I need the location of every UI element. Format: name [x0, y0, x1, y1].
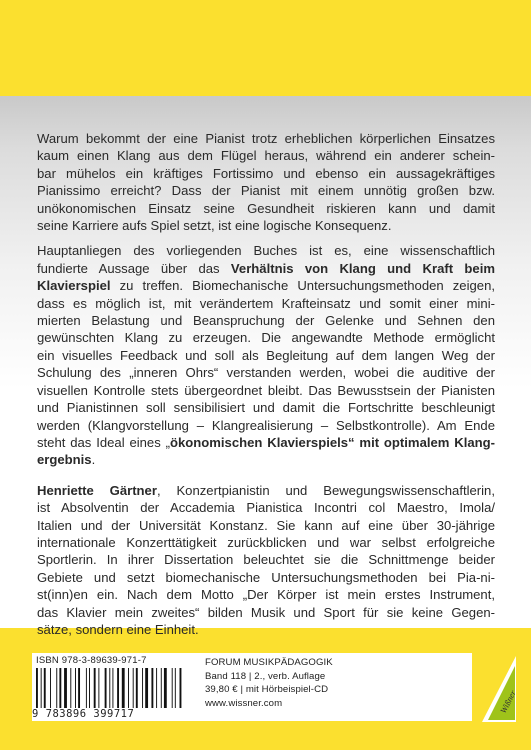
- barcode-bar: [50, 668, 51, 708]
- barcode-bar: [94, 668, 96, 708]
- barcode-bar: [156, 668, 157, 708]
- text-span: zu treffen. Biomechanische Untersuchungsmethoden zeigen,: [110, 278, 495, 294]
- barcode-bar: [70, 668, 71, 708]
- text-line: sätze, sondern eine Einheit.: [37, 621, 199, 637]
- imprint-box: [32, 653, 472, 721]
- bold-phrase: Verhältnis von Klang und Kraft beim: [230, 260, 495, 276]
- bold-phrase: ökonomischen Klavierspiels“ mit optimalem Klang-: [169, 434, 495, 450]
- barcode-bar: [86, 668, 87, 708]
- text-span: fundierte Aussage über das: [37, 260, 231, 276]
- imprint-info: [205, 656, 333, 710]
- text-line: das Klavier mein zweites“ bilden Musik und Sport für sie keine Gegen-: [37, 604, 495, 620]
- series-title: FORUM MUSIKPÄDAGOGIK: [205, 657, 333, 668]
- barcode-bar: [64, 668, 67, 708]
- barcode-bar: [164, 668, 167, 708]
- barcode-bar: [172, 668, 173, 708]
- text-line: bar mühelos ein kräftiges Fortissimo und ebenso ein aussagekräftiges: [37, 165, 495, 181]
- barcode-area: [32, 653, 198, 721]
- barcode-bar: [109, 668, 110, 708]
- publisher-logo-text: Wißner: [497, 688, 518, 715]
- barcode-bar: [75, 668, 76, 708]
- text-line: [37, 434, 495, 451]
- text-line: Warum bekommt der eine Pianist trotz erheblichen körperlichen Einsatzes: [37, 131, 495, 146]
- text-line: mierten Belastung und Beanspruchung der Gelenke und Sehnen den: [37, 313, 495, 329]
- text-line: werden (Klangvorstellung – Klangrealisierung – Selbstkontrolle). Am Ende: [37, 417, 495, 433]
- barcode-bar: [44, 668, 46, 708]
- ean-digits: 9 783896 399717: [32, 708, 135, 720]
- barcode-bar: [117, 668, 119, 708]
- blurb-paragraph-1: [37, 130, 495, 234]
- barcode-bar: [78, 668, 80, 708]
- barcode-bar: [136, 668, 138, 708]
- isbn-label: ISBN 978-3-89639-971-7: [36, 655, 147, 666]
- barcode-bar: [180, 668, 182, 708]
- text-line: Pianissimo erreicht? Dass der Pianist mit einem unnötig großen bzw.: [37, 183, 495, 199]
- publisher-logo-icon: [478, 654, 518, 724]
- text-line: ein visuelles Feedback und soll als Begleitung auf dem langen Weg der: [37, 347, 495, 363]
- barcode-bar: [105, 668, 107, 708]
- bold-phrase: Klavierspiel: [37, 278, 111, 294]
- text-span: .: [91, 452, 96, 468]
- author-name: Henriette Gärtner: [37, 482, 157, 498]
- text-line: st(inn)en ein. Nach dem Motto „Der Körper ist mein erstes Instrument,: [37, 587, 495, 603]
- text-line: Sportlerin. In ihrer Dissertation beleuchtet sie die Schnittmenge beider: [37, 552, 495, 568]
- publisher-url: www.wissner.com: [205, 697, 283, 709]
- text-line: visuellen Kontrolle stets übergeordnet bleibt. Das Bewusstsein der Pianisten: [37, 382, 495, 398]
- text-span: steht das Ideal eines „: [37, 434, 170, 450]
- text-line: Schulung des „inneren Ohrs“ verstanden werden, wobei die auditive der: [37, 365, 495, 381]
- text-line: [37, 277, 495, 294]
- text-line: ist Absolventin der Accademia Pianistica Incontri col Maestro, Imola/: [37, 500, 495, 516]
- volume-edition: Band 118 | 2., verb. Auflage: [205, 670, 326, 682]
- text-span: , Konzertpianistin und Bewegungswissenschaftlerin,: [156, 482, 495, 498]
- text-line: gewünschten Klang zu erzeugen. Die angewandte Methode ermöglicht: [37, 330, 495, 346]
- barcode-bar: [175, 668, 176, 708]
- barcode-bar: [122, 668, 125, 708]
- text-line: seine Karriere aufs Spiel setzt, ist eine logische Konsequenz.: [37, 218, 392, 234]
- barcode-bar: [145, 668, 148, 708]
- text-line: [37, 260, 495, 277]
- text-line: Gebiete und setzt biomechanische Untersuchungsmethoden bei Pia-ni-: [37, 569, 495, 585]
- text-line: [37, 482, 495, 499]
- text-line: Hauptanliegen des vorliegenden Buches ist es, eine wissenschaftlich: [37, 243, 495, 259]
- text-line: Italien und der Universität Konstanz. Sie kann auf eine über 30-jährige: [37, 517, 495, 533]
- barcode-bar: [89, 668, 90, 708]
- barcode-icon: [36, 668, 192, 708]
- text-line: [37, 451, 495, 468]
- barcode-bar: [128, 668, 129, 708]
- blurb-text: [37, 130, 495, 646]
- barcode-bar: [112, 668, 113, 708]
- price-line: 39,80 € | mit Hörbeispiel-CD: [205, 684, 329, 696]
- barcode-bar: [133, 668, 134, 708]
- barcode-bar: [142, 668, 143, 708]
- barcode-bar: [151, 668, 153, 708]
- bold-phrase: ergebnis: [37, 452, 92, 468]
- blurb-paragraph-2: [37, 242, 495, 468]
- text-line: kaum einen Klang aus dem Flügel heraus, während ein anderer schein-: [37, 148, 495, 164]
- author-bio: [37, 482, 495, 639]
- barcode-bar: [98, 668, 99, 708]
- text-line: dass es möglich ist, mit verändertem Krafteinsatz und somit einer mini-: [37, 295, 495, 311]
- text-line: und Pianistinnen soll sensibilisiert und damit die Fortschritte beschleunigt: [37, 400, 495, 416]
- barcode-bar: [41, 668, 42, 708]
- barcode-bar: [36, 668, 38, 708]
- barcode-bar: [59, 668, 61, 708]
- barcode-bar: [56, 668, 57, 708]
- text-line: unökonomischen Einsatz seine Gesundheit riskieren kann und damit: [37, 200, 495, 216]
- text-line: internationale Konzerttätigkeit zurückblicken und war selbst erfolgreiche: [37, 534, 495, 550]
- barcode-bar: [161, 668, 162, 708]
